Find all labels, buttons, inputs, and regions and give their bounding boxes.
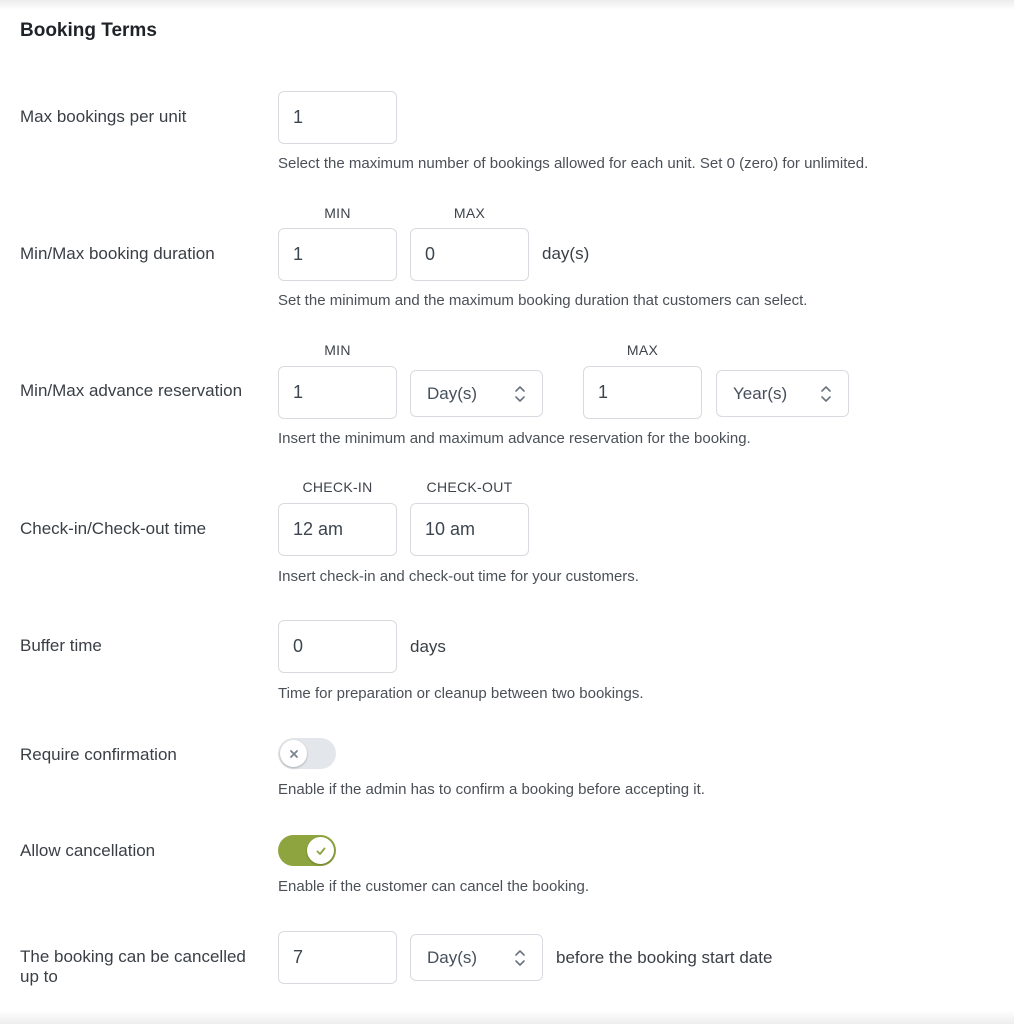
duration-label: Min/Max booking duration: [20, 244, 215, 263]
cancellation-help: Enable if the customer can cancel the booking.: [278, 878, 590, 895]
advance-min-input[interactable]: 1: [278, 366, 397, 419]
chevron-updown-icon: [514, 948, 526, 968]
buffer-input[interactable]: 0: [278, 620, 397, 673]
max-bookings-input[interactable]: 1: [278, 91, 397, 144]
duration-unit: day(s): [542, 244, 590, 263]
confirmation-label: Require confirmation: [20, 745, 177, 764]
advance-label: Min/Max advance reservation: [20, 381, 243, 400]
max-bookings-help: Select the maximum number of bookings allowed for each unit. Set 0 (zero) for unlimited.: [278, 155, 869, 172]
cancel-limit-label-line2: up to: [20, 967, 58, 986]
buffer-unit: days: [410, 637, 446, 656]
checkout-caption: CHECK-OUT: [426, 479, 513, 495]
advance-max-unit-select[interactable]: [716, 370, 849, 417]
cancel-limit-input[interactable]: 7: [278, 931, 397, 984]
bottom-shadow: [0, 1010, 1014, 1024]
toggle-knob: [307, 837, 334, 864]
checkin-label: Check-in/Check-out time: [20, 519, 207, 538]
check-icon: [315, 845, 327, 857]
advance-max-caption: MAX: [626, 342, 659, 358]
chevron-updown-icon: [820, 384, 832, 404]
advance-max-unit-value: Year(s): [733, 383, 788, 403]
cancel-limit-suffix: before the booking start date: [556, 948, 773, 967]
confirmation-help: Enable if the admin has to confirm a booking before accepting it.: [278, 781, 705, 798]
checkout-time-input[interactable]: 10 am: [410, 503, 529, 556]
cancel-limit-unit-value: Day(s): [427, 947, 478, 967]
duration-max-caption: MAX: [453, 205, 486, 221]
duration-min-input[interactable]: 1: [278, 228, 397, 281]
duration-min-caption: MIN: [324, 205, 351, 221]
buffer-help: Time for preparation or cleanup between two bookings.: [278, 685, 644, 702]
advance-min-caption: MIN: [324, 342, 351, 358]
advance-min-unit-select[interactable]: [410, 370, 543, 417]
toggle-knob: [280, 740, 307, 767]
close-icon: [289, 749, 299, 759]
advance-help: Insert the minimum and maximum advance reservation for the booking.: [278, 430, 751, 447]
duration-help: Set the minimum and the maximum booking duration that customers can select.: [278, 292, 808, 309]
advance-min-unit-value: Day(s): [427, 383, 478, 403]
duration-max-input[interactable]: 0: [410, 228, 529, 281]
chevron-updown-icon: [514, 384, 526, 404]
section-title: Booking Terms: [20, 20, 157, 41]
checkin-caption: CHECK-IN: [302, 479, 373, 495]
max-bookings-label: Max bookings per unit: [20, 107, 187, 126]
top-shadow: [0, 0, 1014, 10]
checkin-help: Insert check-in and check-out time for your customers.: [278, 568, 639, 585]
advance-max-input[interactable]: 1: [583, 366, 702, 419]
require-confirmation-toggle[interactable]: [278, 738, 336, 769]
cancel-limit-label-line1: The booking can be cancelled: [20, 947, 246, 966]
cancellation-label: Allow cancellation: [20, 841, 156, 860]
cancel-limit-unit-select[interactable]: [410, 934, 543, 981]
buffer-label: Buffer time: [20, 636, 102, 655]
checkin-time-input[interactable]: 12 am: [278, 503, 397, 556]
allow-cancellation-toggle[interactable]: [278, 835, 336, 866]
